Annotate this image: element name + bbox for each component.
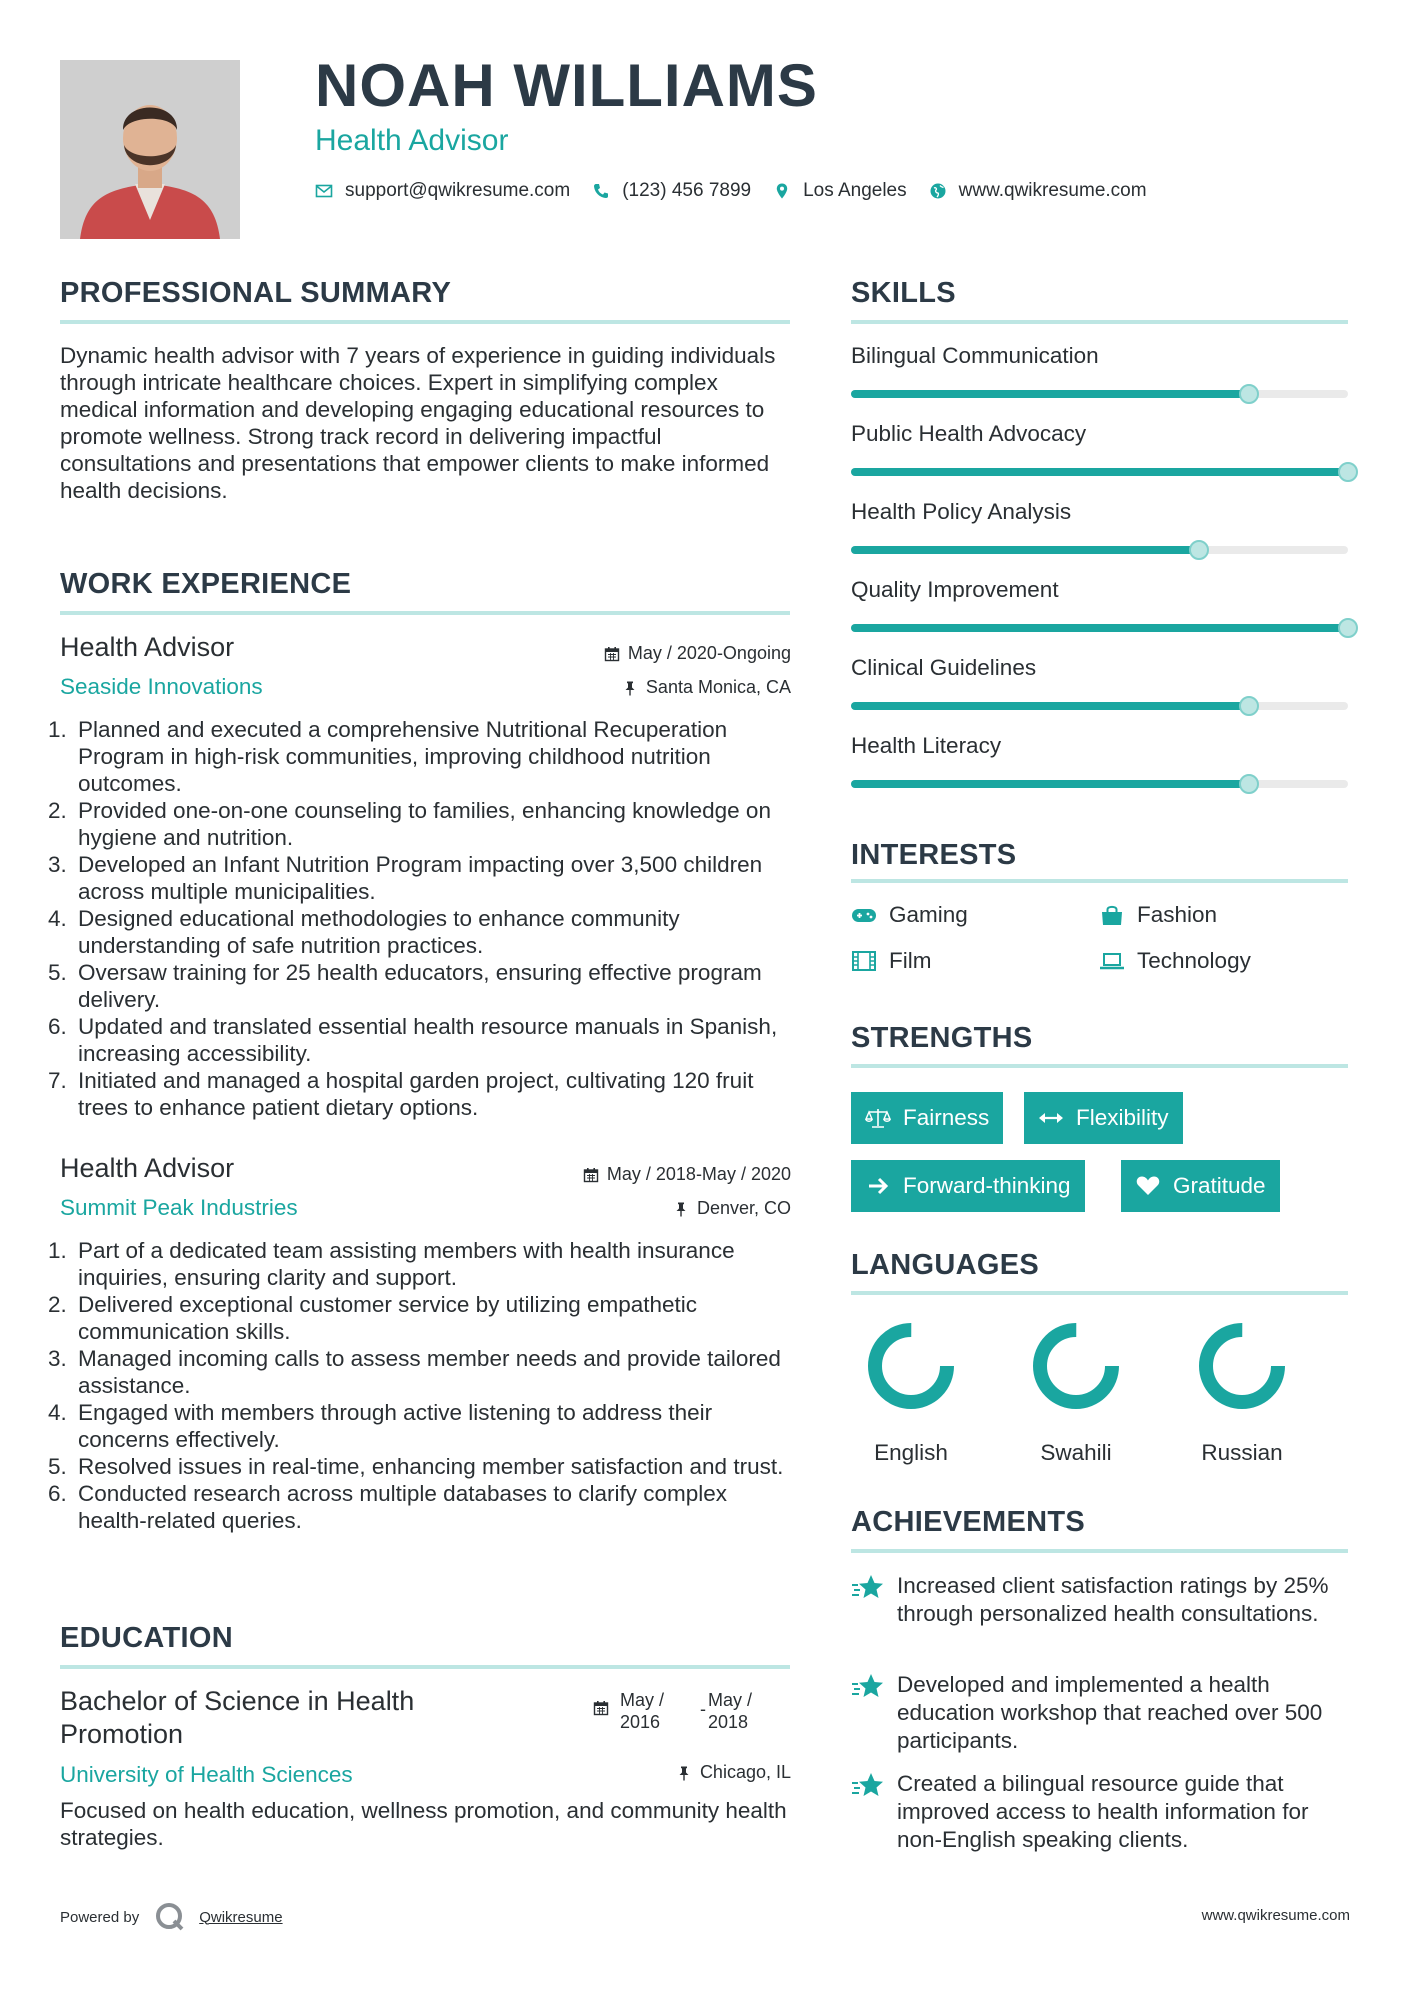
phone-icon (592, 182, 610, 200)
section-title-summary: PROFESSIONAL SUMMARY (60, 277, 452, 309)
contact-email[interactable] (315, 180, 570, 202)
footer-url[interactable]: www.qwikresume.com (1201, 1907, 1350, 1924)
language-name: Russian (1201, 1440, 1283, 1465)
interest-label: Film (889, 948, 932, 973)
section-title-strengths: STRENGTHS (851, 1022, 1033, 1054)
contact-location-text: Los Angeles (803, 180, 907, 201)
strength-badge (851, 1160, 1085, 1212)
summary-text: Dynamic health advisor with 7 years of experience in guiding individuals through intricate healthcare choices. Expert in simplifying complex medical information and developing engaging educational resources to promote wellness. Strong track record in delivering impactful consultations and presentations that empower clients to make informed health decisions. (60, 343, 776, 503)
gamepad-icon (851, 904, 877, 926)
shopping-bag-icon (1099, 904, 1125, 926)
skill-bar-fill (851, 546, 1199, 554)
section-title-education: EDUCATION (60, 1622, 233, 1654)
interest-gaming (851, 902, 968, 928)
arrows-horizontal-icon (1038, 1107, 1064, 1129)
skill-bar-knob (1338, 618, 1358, 638)
list-item: 5. Oversaw training for 25 health educators, ensuring effective program delivery. (48, 960, 762, 1012)
language-item (1016, 1320, 1136, 1466)
footer-powered-by (60, 1900, 283, 1934)
job-date-text: May / 2018-May / 2020 (606, 1164, 791, 1184)
contact-website[interactable] (929, 180, 1147, 202)
education-description: Focused on health education, wellness promotion, and community health strategies. (60, 1798, 787, 1850)
job-location (622, 677, 791, 698)
job-location-text: Denver, CO (696, 1198, 791, 1218)
section-rule (851, 1549, 1348, 1553)
strength-badge (851, 1092, 1003, 1144)
list-item: 1. Part of a dedicated team assisting members with health insurance inquiries, ensuring clarity and support. (48, 1238, 735, 1290)
education-start-date: May / 2016 (620, 1690, 665, 1732)
globe-icon (929, 182, 947, 200)
strength-badge (1121, 1160, 1280, 1212)
list-item: 7. Initiated and managed a hospital garden project, cultivating 120 fruit trees to enhance patient dietary options. (48, 1068, 754, 1120)
language-ring (865, 1320, 957, 1412)
pushpin-icon (673, 1201, 689, 1217)
calendar-icon (583, 1167, 599, 1183)
list-item: 6. Conducted research across multiple databases to clarify complex health-related queries. (48, 1481, 728, 1533)
language-ring-arc (1206, 1330, 1278, 1402)
balance-scale-icon (865, 1107, 891, 1129)
skill-bar-knob (1338, 462, 1358, 482)
skill-item (851, 421, 1348, 447)
contact-phone[interactable] (592, 180, 751, 202)
interest-fashion (1099, 902, 1217, 928)
qwikresume-link[interactable]: Qwikresume (199, 1908, 283, 1926)
section-title-skills: SKILLS (851, 277, 956, 309)
skill-bar (851, 390, 1348, 398)
skill-bar-fill (851, 702, 1249, 710)
job-company: Seaside Innovations (60, 674, 263, 699)
map-pin-icon (773, 182, 791, 200)
skill-bar-fill (851, 468, 1348, 476)
strength-label: Gratitude (1173, 1173, 1266, 1198)
skill-bar (851, 780, 1348, 788)
skill-item (851, 499, 1348, 525)
language-name: Swahili (1040, 1440, 1112, 1465)
interest-label: Fashion (1137, 902, 1218, 927)
skill-bar (851, 702, 1348, 710)
heart-icon (1135, 1175, 1161, 1197)
job-date-text: May / 2020-Ongoing (627, 643, 791, 663)
list-item: 2. Delivered exceptional customer service by utilizing empathetic communication skills. (48, 1292, 698, 1344)
skill-label: Health Policy Analysis (851, 499, 1072, 524)
interest-label: Gaming (889, 902, 968, 927)
calendar-icon (593, 1700, 617, 1716)
job-bullets (48, 1237, 798, 1534)
section-rule (60, 611, 790, 615)
skill-item (851, 577, 1348, 603)
education-degree: Bachelor of Science in Health Promotion (60, 1686, 415, 1749)
film-icon (851, 950, 877, 972)
skill-label: Bilingual Communication (851, 343, 1099, 368)
skill-label: Public Health Advocacy (851, 421, 1087, 446)
education-location-text: Chicago, IL (699, 1762, 791, 1782)
list-item: 2. Provided one-on-one counseling to families, enhancing knowledge on hygiene and nutrition. (48, 798, 771, 850)
language-item (1182, 1320, 1302, 1466)
list-item: 4. Designed educational methodologies to enhance community understanding of safe nutrition practices. (48, 906, 680, 958)
skill-bar-knob (1239, 774, 1259, 794)
language-ring (1030, 1320, 1122, 1412)
contact-website-text: www.qwikresume.com (958, 180, 1147, 201)
list-item: 3. Developed an Infant Nutrition Program impacting over 3,500 children across multiple municipalities. (48, 852, 763, 904)
list-item: 3. Managed incoming calls to assess member needs and provide tailored assistance. (48, 1346, 781, 1398)
candidate-role: Health Advisor (315, 124, 509, 157)
skill-bar-knob (1189, 540, 1209, 560)
skill-label: Health Literacy (851, 733, 1002, 758)
calendar-icon (604, 646, 620, 662)
education-school: University of Health Sciences (60, 1762, 353, 1787)
job-title: Health Advisor (60, 1153, 235, 1183)
contact-location (773, 180, 907, 202)
list-item: 5. Resolved issues in real-time, enhancing member satisfaction and trust. (48, 1454, 784, 1479)
pushpin-icon (622, 680, 638, 696)
interest-label: Technology (1137, 948, 1251, 973)
job-location (673, 1198, 791, 1219)
section-rule (851, 1064, 1348, 1068)
achievement-item (851, 1572, 1351, 1628)
education-date-dash: - (700, 1699, 706, 1719)
candidate-name: NOAH WILLIAMS (315, 52, 818, 119)
arrow-right-icon (865, 1175, 891, 1197)
language-item (851, 1320, 971, 1466)
list-item: 6. Updated and translated essential health resource manuals in Spanish, increasing accessibility. (48, 1014, 778, 1066)
language-ring-arc (1040, 1330, 1112, 1402)
star-icon (851, 1771, 885, 1801)
skill-item (851, 655, 1348, 681)
envelope-icon (315, 182, 333, 200)
job-title: Health Advisor (60, 632, 235, 662)
contact-phone-text: (123) 456 7899 (622, 180, 752, 201)
pushpin-icon (676, 1765, 692, 1781)
skill-bar (851, 546, 1348, 554)
section-rule (851, 879, 1348, 883)
skill-bar-fill (851, 624, 1348, 632)
contact-email-text: support@qwikresume.com (345, 180, 571, 201)
education-location (676, 1762, 791, 1783)
section-title-interests: INTERESTS (851, 839, 1017, 871)
education-end-date: May / 2018 (708, 1690, 753, 1732)
job-company: Summit Peak Industries (60, 1195, 298, 1220)
contact-bar (315, 180, 1169, 202)
interest-technology (1099, 948, 1251, 974)
interest-film (851, 948, 931, 974)
profile-photo (60, 60, 240, 239)
strength-label: Forward-thinking (903, 1173, 1071, 1198)
powered-by-label: Powered by (60, 1908, 140, 1926)
skill-bar-knob (1239, 384, 1259, 404)
skill-item (851, 343, 1348, 369)
strength-label: Flexibility (1076, 1105, 1169, 1130)
section-rule (851, 320, 1348, 324)
strength-badge (1024, 1092, 1183, 1144)
star-icon (851, 1672, 885, 1702)
language-ring-arc (875, 1330, 947, 1402)
star-icon (851, 1573, 885, 1603)
achievement-text: Developed and implemented a health education workshop that reached over 500 participants. (897, 1672, 1323, 1753)
laptop-icon (1099, 950, 1125, 972)
strength-label: Fairness (903, 1105, 990, 1130)
section-rule (60, 320, 790, 324)
section-title-languages: LANGUAGES (851, 1249, 1039, 1281)
skill-bar-fill (851, 780, 1249, 788)
job-date (604, 643, 791, 664)
job-bullets (48, 716, 798, 1121)
skill-bar-knob (1239, 696, 1259, 716)
job-date (583, 1164, 791, 1185)
skill-item (851, 733, 1348, 759)
achievement-item (851, 1770, 1351, 1854)
skill-label: Quality Improvement (851, 577, 1059, 602)
section-title-achievements: ACHIEVEMENTS (851, 1506, 1086, 1538)
language-name: English (874, 1440, 948, 1465)
achievement-item (851, 1671, 1351, 1755)
language-ring (1196, 1320, 1288, 1412)
achievement-text: Created a bilingual resource guide that improved access to health information for non-English speaking clients. (897, 1771, 1309, 1852)
list-item: 1. Planned and executed a comprehensive Nutritional Recuperation Program in high-risk communities, improving childhood nutrition outcomes. (48, 717, 728, 796)
section-title-work: WORK EXPERIENCE (60, 568, 352, 600)
achievement-text: Increased client satisfaction ratings by 25% through personalized health consultations. (897, 1573, 1329, 1626)
skill-bar-fill (851, 390, 1249, 398)
skill-bar (851, 624, 1348, 632)
skill-label: Clinical Guidelines (851, 655, 1037, 680)
job-location-text: Santa Monica, CA (645, 677, 791, 697)
section-rule (60, 1665, 790, 1669)
list-item: 4. Engaged with members through active listening to address their concerns effectively. (48, 1400, 713, 1452)
section-rule (851, 1291, 1348, 1295)
qwikresume-logo-icon (153, 1900, 187, 1934)
skill-bar (851, 468, 1348, 476)
